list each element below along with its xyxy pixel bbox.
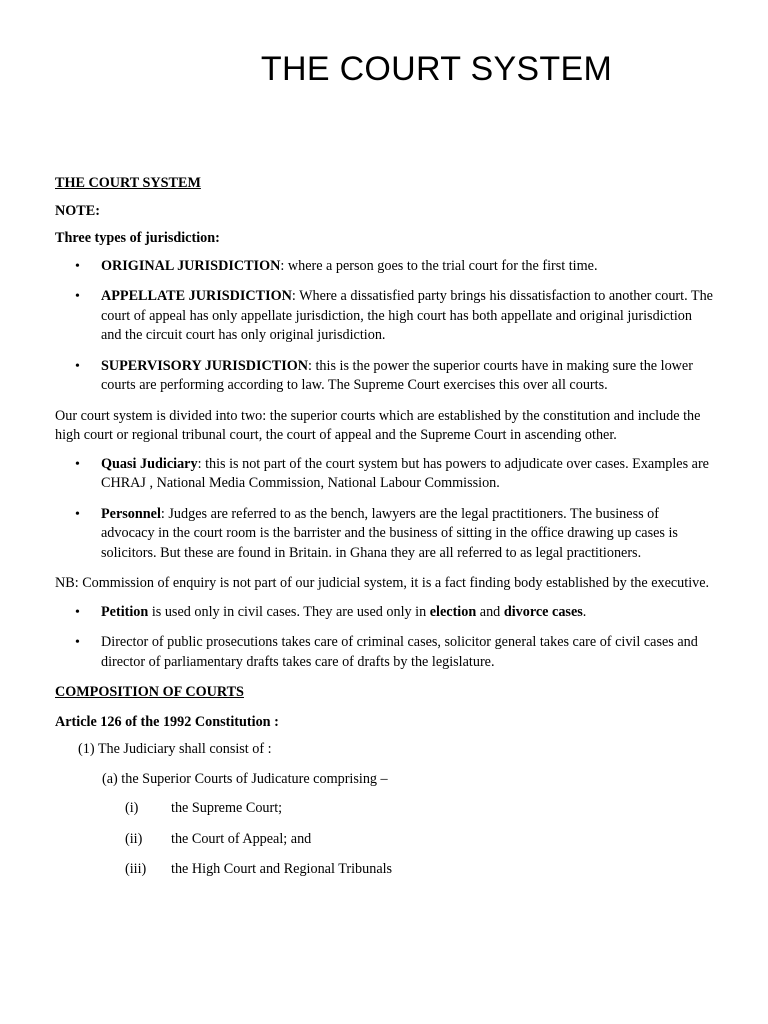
definition: : Judges are referred to as the bench, lawyers are the legal practitioners. The business of advocacy in the court room is the barrister and the business of sitting in the office drawing up cases is solicitors. But these are found in Britain. in Ghana they are all referred to as legal practitioners. bbox=[101, 505, 678, 561]
other-bodies-list bbox=[55, 455, 715, 564]
term: ORIGINAL JURISDICTION bbox=[101, 257, 281, 274]
list-item bbox=[55, 505, 715, 564]
term: Quasi Judiciary bbox=[101, 455, 198, 472]
bullet: • bbox=[75, 358, 80, 374]
document-title: THE COURT SYSTEM bbox=[260, 50, 613, 88]
roman-text: the Court of Appeal; and bbox=[171, 830, 312, 847]
court-system-paragraph: Our court system is divided into two: the superior courts which are established by the constitution and include the high court or regional tribunal court, the court of appeal and the Supreme Court in ascending other. bbox=[55, 407, 701, 443]
roman-item bbox=[55, 860, 715, 880]
term: Personnel bbox=[101, 505, 161, 522]
text: . bbox=[582, 603, 587, 620]
roman-text: the High Court and Regional Tribunals bbox=[171, 861, 393, 877]
petition-list bbox=[55, 603, 715, 673]
jurisdiction-types-label: Three types of jurisdiction: bbox=[55, 230, 220, 246]
term: divorce cases bbox=[503, 603, 583, 620]
term: APPELLATE JURISDICTION bbox=[101, 288, 292, 304]
list-item bbox=[55, 357, 715, 396]
list-item bbox=[55, 603, 715, 623]
bullet: • bbox=[75, 604, 80, 620]
list-item bbox=[55, 257, 715, 277]
bullet: • bbox=[75, 635, 80, 650]
term: Petition bbox=[101, 603, 149, 620]
roman-numeral: (ii) bbox=[125, 830, 143, 847]
list-item bbox=[55, 287, 715, 346]
term: election bbox=[429, 603, 477, 620]
section-heading: THE COURT SYSTEM bbox=[55, 175, 201, 191]
roman-item bbox=[55, 799, 715, 819]
roman-text: the Supreme Court; bbox=[171, 800, 283, 816]
nb-paragraph: NB: Commission of enquiry is not part of our judicial system, it is a fact finding body established by the executive. bbox=[55, 575, 710, 591]
bullet: • bbox=[75, 289, 80, 304]
roman-numeral: (i) bbox=[125, 800, 139, 816]
definition: : this is not part of the court system but has powers to adjudicate over cases. Examples are CHRAJ , National Media Commission, National Labour Commission. bbox=[101, 455, 709, 491]
definition: : Where a dissatisfied party brings his dissatisfaction to another court. The court of appeal has only appellate jurisdiction, the high court has both appellate and original jurisdiction and the circuit court has only original jurisdiction. bbox=[101, 288, 713, 343]
clause-a: (a) the Superior Courts of Judicature comprising – bbox=[102, 770, 388, 787]
text: and bbox=[476, 603, 504, 620]
roman-item bbox=[55, 830, 715, 850]
document-body bbox=[55, 174, 715, 891]
text: is used only in civil cases. They are used only in bbox=[148, 603, 430, 620]
bullet: • bbox=[75, 456, 80, 472]
clause-1: (1) The Judiciary shall consist of : bbox=[78, 741, 272, 757]
roman-numeral: (iii) bbox=[125, 861, 147, 877]
text: Director of public prosecutions takes care of criminal cases, solicitor general takes care of civil cases and director of parliamentary drafts takes care of drafts by the legislature. bbox=[101, 634, 698, 670]
definition: : this is the power the superior courts have in making sure the lower courts are performing according to law. The Supreme Court exercises this over all courts. bbox=[101, 357, 693, 393]
jurisdiction-list bbox=[55, 257, 715, 396]
composition-heading: COMPOSITION OF COURTS bbox=[55, 684, 244, 700]
list-item bbox=[55, 455, 715, 494]
bullet: • bbox=[75, 258, 80, 274]
term: SUPERVISORY JURISDICTION bbox=[101, 357, 308, 374]
note-label: NOTE: bbox=[55, 202, 100, 219]
definition: : where a person goes to the trial court for the first time. bbox=[280, 257, 598, 274]
list-item bbox=[55, 633, 715, 672]
bullet: • bbox=[75, 506, 80, 522]
article-heading: Article 126 of the 1992 Constitution : bbox=[55, 713, 279, 730]
